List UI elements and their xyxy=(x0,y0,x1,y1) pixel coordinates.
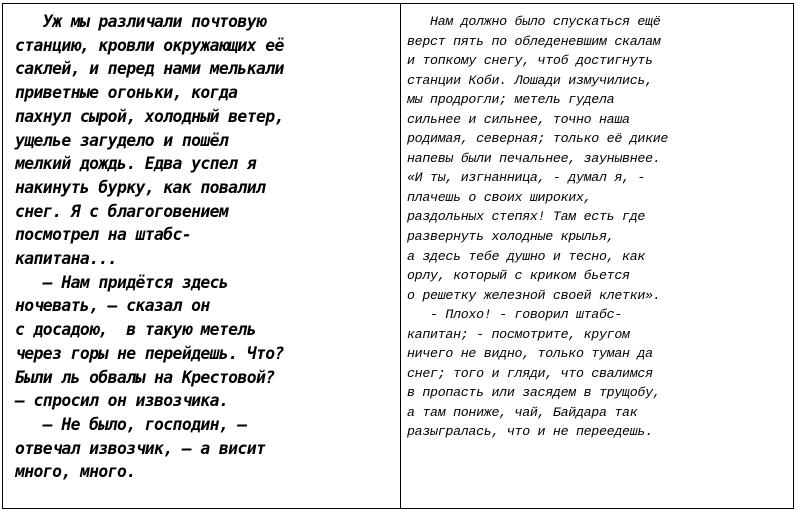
text-line: а здесь тебе душно и тесно, как xyxy=(407,248,646,264)
text-line: а там пониже, чай, Байдара так xyxy=(407,404,638,420)
left-column xyxy=(3,4,401,508)
text-line: посмотрел на штабс- xyxy=(15,225,192,245)
text-line: о решетку железной своей клетки». xyxy=(407,287,661,303)
text-line: капитан; - посмотрите, кругом xyxy=(407,326,630,342)
text-line: саклей, и перед нами мелькали xyxy=(15,59,284,79)
text-line: отвечал извозчик, – а висит xyxy=(15,438,266,458)
two-column-text-table xyxy=(2,3,794,509)
text-line: снег; того и гляди, что свалимся xyxy=(407,365,653,381)
text-line: Уж мы различали почтовую xyxy=(15,12,266,31)
text-line: разыгралась, что и не переедешь. xyxy=(407,424,653,440)
text-line: ничего не видно, только туман да xyxy=(407,346,653,362)
text-line: плачешь о своих широких, xyxy=(407,189,592,205)
text-line: Были ль обвалы на Крестовой? xyxy=(15,367,275,387)
text-line: напевы были печальнее, заунывнее. xyxy=(407,150,661,166)
text-line: много, много. xyxy=(15,462,136,482)
text-line: снег. Я с благоговением xyxy=(15,201,229,221)
text-line: орлу, который с криком бьется xyxy=(407,268,630,284)
text-line: сильнее и сильнее, точно наша xyxy=(407,111,630,127)
text-line: раздольных степях! Там есть где xyxy=(407,209,646,225)
text-line: Нам должно было спускаться ещё xyxy=(407,14,661,29)
text-line: «И ты, изгнанница, - думал я, - xyxy=(407,170,646,186)
text-line: мы продрогли; метель гудела xyxy=(407,92,615,108)
text-line: через горы не перейдешь. Что? xyxy=(15,343,284,363)
text-line: и топкому снегу, чтоб достигнуть xyxy=(407,53,653,69)
text-line: – Нам придётся здесь xyxy=(15,272,229,292)
text-line: в пропасть или засядем в трущобу, xyxy=(407,385,661,401)
text-line: пахнул сырой, холодный ветер, xyxy=(15,106,284,126)
text-line: капитана... xyxy=(15,249,117,269)
text-line: – спросил он извозчика. xyxy=(15,391,229,411)
text-line: - Плохо! - говорил штабс- xyxy=(407,307,623,323)
text-line: родимая, северная; только её дикие xyxy=(407,131,669,147)
right-column xyxy=(401,4,793,508)
text-line: развернуть холодные крылья, xyxy=(407,229,615,245)
text-line: станцию, кровли окружающих её xyxy=(15,35,284,55)
text-line: верст пять по обледеневшим скалам xyxy=(407,33,661,49)
text-line: с досадою, в такую метель xyxy=(15,320,256,340)
text-line: станции Коби. Лошади измучились, xyxy=(407,72,653,88)
text-line: – Не было, господин, – xyxy=(15,414,247,434)
text-line: приветные огоньки, когда xyxy=(15,83,238,103)
text-line: мелкий дождь. Едва успел я xyxy=(15,154,256,174)
text-line: накинуть бурку, как повалил xyxy=(15,177,266,197)
text-line: ущелье загудело и пошёл xyxy=(15,130,229,150)
text-line: ночевать, – сказал он xyxy=(15,296,210,316)
